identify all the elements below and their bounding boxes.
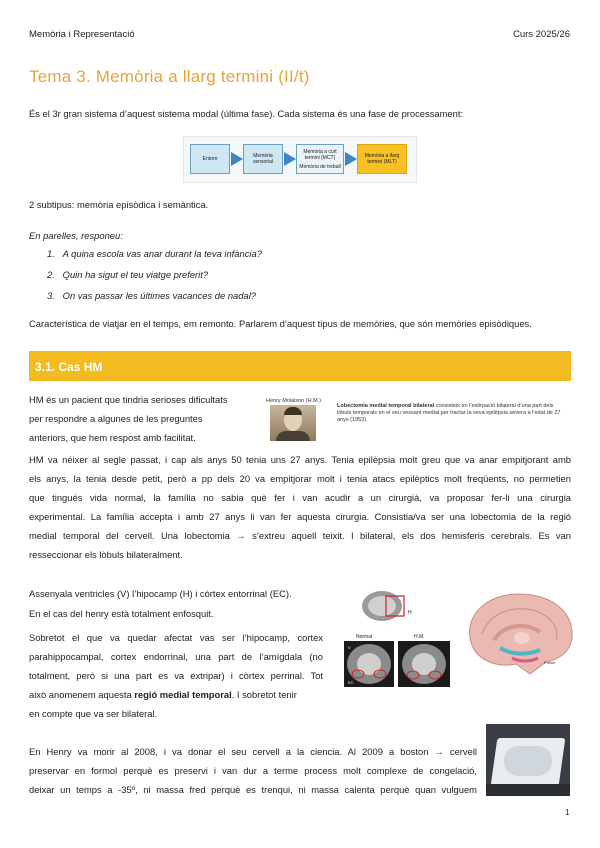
diagram-box-long-term: Memòria a llarg termini (MLT) — [357, 144, 407, 174]
mri-label-v: V — [348, 645, 351, 650]
question-item: 3. On vas passar les últimes vacances de nadal? — [47, 290, 256, 301]
mri-figure — [342, 588, 452, 696]
mri-label-h: H — [408, 610, 412, 616]
section-header-hm: 3.1. Cas HM — [29, 351, 571, 381]
intro-text: És el 3r gran sistema d’aquest sistema modal (última fase). Cada sistema és una fase de processament: — [29, 108, 464, 119]
arrow-icon — [284, 152, 296, 166]
mri-label-hm: H.M. — [414, 634, 425, 640]
pairs-intro: En parelles, responeu: — [29, 230, 123, 241]
marking-text-2: En el cas del henry està totalment enfosquit. — [29, 608, 214, 619]
affected-regions-paragraph: Sobretot el que va quedar afectat vas ser l’hipocamp, cortex parahippocampal, cortex endorrinal, una part de l’amígdala (no totalment, però si una part es va extripar) i còrtex perrinal. Tot això anomenem aquesta regió medial temporal. I sobretot tenir en compte que va ser bilateral. — [29, 632, 323, 719]
diagram-box-environment: Entorn — [190, 144, 230, 174]
arrow-icon — [345, 152, 357, 166]
arrow-icon — [231, 152, 243, 166]
header-course-name: Memòria i Representació — [29, 29, 135, 40]
travel-text: Característica de viatjar en el temps, em remonto. Parlarem d’aquest tipus de memòries, que són memòries episòdiques. — [29, 318, 532, 329]
page-title: Tema 3. Memòria a llarg termini (II/t) — [29, 67, 310, 86]
hm-intro: HM és un pacient que tindria serioses dificultats per respondre a algunes de les preguntes anteriors, que hem respost amb facilitat. — [29, 394, 228, 443]
mri-label-normal: Normal — [356, 634, 373, 640]
frozen-brain-photo — [486, 724, 570, 796]
lobectomy-caption: Lobectomia medial temporal bilateral consisteix en l’extirpació bilateral d’una part dels lòbuls temporals en el seu vessant medial per tractar la seva epilèpsia severa a l’edat de 27 anys (1953). — [337, 403, 561, 423]
mri-label-ec: EC — [348, 680, 354, 685]
page-number: 1 — [565, 808, 570, 817]
fornix-label: Fornix — [544, 660, 556, 665]
header-course-year: Curs 2025/26 — [512, 29, 570, 40]
hm-history-paragraph: HM va néixer al segle passat, i cap als anys 50 tenia uns 27 anys. Tenia epilèpsia molt greu que va anar empitjorant amb els anys, la tenia desde petit, però a pp dels 20 va empitjorar molt i tenia atacs epilèptics molt freqüents, no permetien que tingués vida normal, la família no sabia què fer i van acudir a un cirurgià, va proposar fer-li una cirurgia experimental. La família accepta i amb 27 anys li van fer aquesta cirurgia. Consistia/va ser una lobectomia de la regió medial temporal del cervell. Una lobectomia → s’extreu aquell teixit. I bilateral, els dos hemisferis cerebrals. Es van resseccionar els lòbuls bilateralment. — [29, 454, 571, 560]
diagram-box-short-term: Memòria a curt termini (MCT) Memòria de treball — [296, 144, 344, 174]
question-item: 1. A quina escola vas anar durant la teva infància? — [47, 248, 262, 259]
question-item: 2. Quin ha sigut el teu viatge preferit? — [47, 269, 209, 280]
diagram-box-sensory: Memòria sensorial — [243, 144, 283, 174]
brain-illustration — [460, 588, 578, 684]
subtypes-text: 2 subtipus: memòria episòdica i semàntica. — [29, 199, 209, 210]
henry-photo — [270, 405, 316, 441]
marking-text: Assenyala ventricles (V) l’hipocamp (H) i còrtex entorrinal (EC). — [29, 588, 292, 599]
photo-caption: Henry Molaison (H.M.) — [266, 398, 322, 404]
henry-death-paragraph: En Henry va morir al 2008, i va donar el seu cervell a la ciencia. Al 2009 a boston → cervell preservar en formol perquè es preservi i van dur a terme process molt complexe de congelació, deixar un temps a -35º, ni massa fred perquè es trenqui, ni massa calenta perquè quan vulguem — [29, 746, 477, 795]
